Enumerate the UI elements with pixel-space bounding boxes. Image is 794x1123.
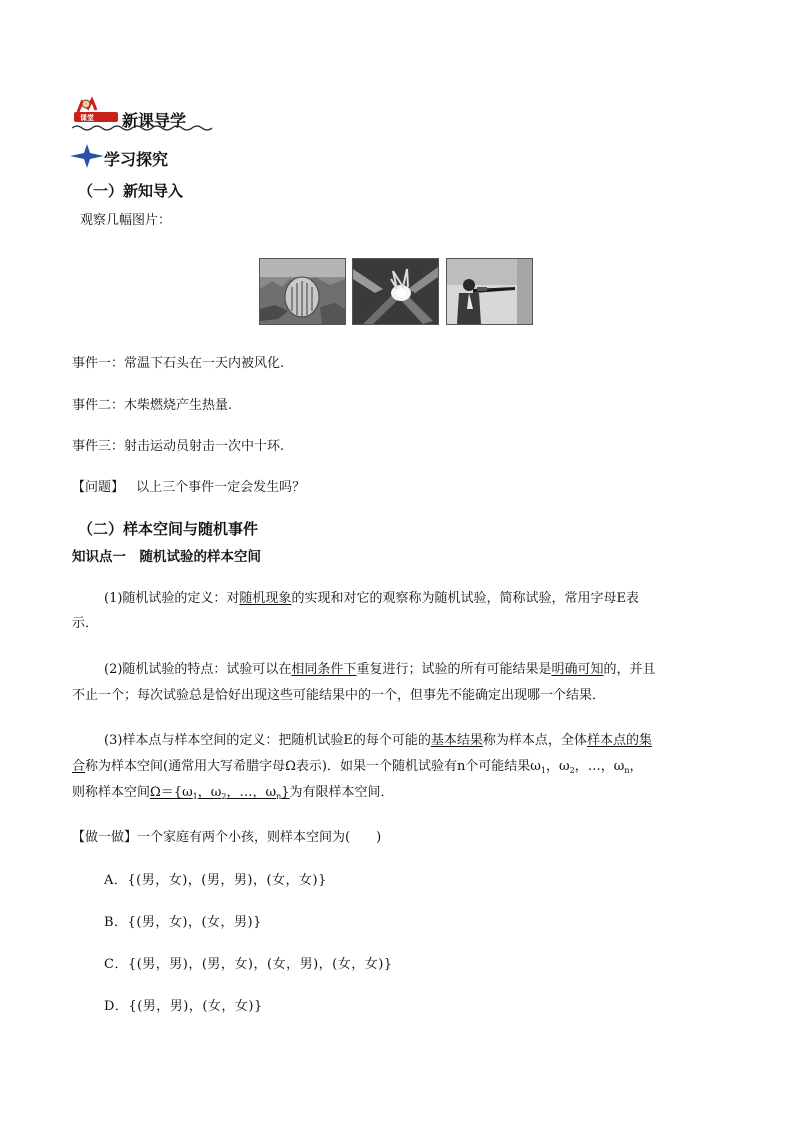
question-line (72, 478, 305, 498)
exercise-question (72, 828, 381, 848)
event-2: 事件二：木柴燃烧产生热量. (72, 398, 233, 413)
text: ，ω (546, 759, 570, 774)
underlined-term: 合 (72, 759, 86, 774)
text: (3)样本点与样本空间的定义：把随机试验E的每个可能的 (104, 733, 431, 748)
exercise-label: 【做一做】 (72, 830, 138, 845)
event-1: 事件一：常温下石头在一天内被风化. (72, 356, 285, 371)
text: ，ω (197, 785, 222, 800)
text: 重复进行；试验的所有可能结果是 (356, 662, 552, 677)
svg-text:课堂: 课堂 (80, 114, 94, 122)
definition-2-line-2: 不止一个；每次试验总是恰好出现这些可能结果中的一个，但事先不能确定出现哪一个结果． (72, 688, 606, 703)
knowledge-point-title: 知识点一 随机试验的样本空间 (72, 549, 261, 565)
underlined-term: 相同条件下 (291, 662, 357, 677)
text: (1)随机试验的定义：对 (104, 591, 240, 606)
definition-1-line-2: 示． (72, 616, 99, 631)
subscript: n (624, 766, 630, 775)
question-text: 以上三个事件一定会发生吗？ (136, 480, 306, 495)
intro-heading: （一）新知导入 (78, 182, 184, 200)
exercise-text: 一个家庭有两个小孩，则样本空间为( ) (137, 830, 382, 845)
text: (2)随机试验的特点：试验可以在 (104, 662, 292, 677)
definition-3-line-3 (72, 783, 394, 807)
text: ，…，ω (574, 759, 625, 774)
finite-sample-space-formula (150, 785, 290, 800)
text: } (281, 785, 290, 800)
text: 称为样本空间(通常用大写希腊字母Ω表示)．如果一个随机试验有n个可能结果ω (85, 759, 541, 774)
option-b: B．{(男，女)，(女，男)} (104, 915, 262, 930)
definition-3-line-2 (72, 757, 643, 781)
text: 则称样本空间 (72, 785, 151, 800)
sub-title: 学习探究 (104, 150, 169, 169)
text: 为有限样本空间． (289, 785, 394, 800)
question-label: 【问题】 (72, 480, 125, 495)
text: 的，并且 (603, 662, 656, 677)
subscript: 1 (192, 792, 198, 801)
definition-1-line-1 (104, 589, 639, 609)
section-title: 新课导学 (122, 111, 187, 130)
observe-text: 观察几幅图片： (80, 213, 172, 228)
subscript: n (276, 792, 282, 801)
event-3: 事件三：射击运动员射击一次中十环. (72, 439, 285, 454)
text: ，…，ω (226, 785, 277, 800)
sample-space-heading: （二）样本空间与随机事件 (78, 520, 259, 538)
text: 称为样本点，全体 (482, 733, 587, 748)
star-icon (70, 144, 104, 168)
option-d: D．{(男，男)，(女，女)} (104, 999, 263, 1014)
underlined-term: 随机现象 (239, 591, 292, 606)
wood-burning-photo (352, 258, 439, 325)
subscript: 2 (221, 792, 227, 801)
text: 的实现和对它的观察称为随机试验，简称试验，常用字母E表 (291, 591, 639, 606)
title-wave-underline (72, 124, 214, 132)
text: ， (629, 759, 643, 774)
subscript: 1 (540, 766, 547, 775)
underlined-term: 样本点的集 (586, 733, 652, 748)
underlined-term: 明确可知 (551, 662, 604, 677)
stone-weathering-photo (259, 258, 346, 325)
underlined-term: 基本结果 (430, 733, 483, 748)
option-a: A．{(男，女)，(男，男)，(女，女)} (104, 873, 327, 888)
option-c: C．{(男，男)，(男，女)，(女，男)，(女，女)} (104, 957, 393, 972)
shooting-athlete-photo (446, 258, 533, 325)
subscript: 2 (569, 766, 575, 775)
definition-2-line-1 (104, 660, 655, 680)
definition-3-line-1 (104, 731, 652, 751)
text: Ω＝{ω (150, 785, 193, 800)
